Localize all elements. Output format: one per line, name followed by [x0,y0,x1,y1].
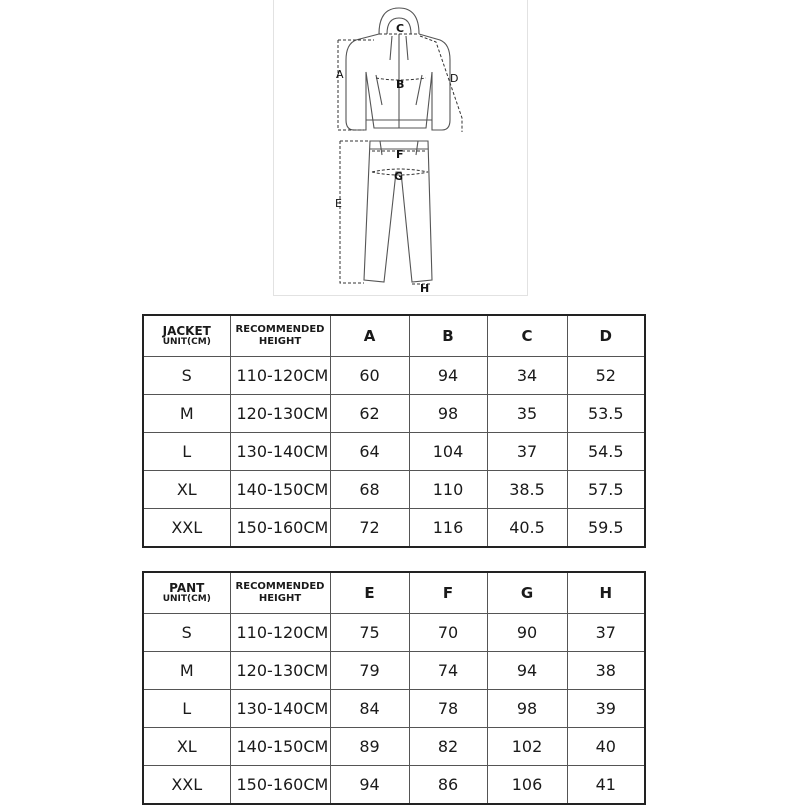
jacket-value-d: 59.5 [567,509,645,548]
pant-value-f: 82 [409,728,487,766]
pant-size-table [142,571,646,805]
label-f: F [396,148,404,161]
jacket-value-d: 57.5 [567,471,645,509]
jacket-value-c: 40.5 [487,509,567,548]
pant-size: S [143,614,230,652]
jacket-value-c: 38.5 [487,471,567,509]
jacket-size: M [143,395,230,433]
label-b: B [396,78,405,91]
pant-row-xxl [143,766,645,805]
pant-title: PANT [169,581,205,595]
pant-header-row [143,572,645,614]
pant-size: XXL [143,766,230,805]
pant-height: 130-140CM [230,690,330,728]
label-d: D [450,72,459,85]
jacket-header-row [143,315,645,357]
pant-value-f: 74 [409,652,487,690]
pant-value-e: 84 [330,690,409,728]
jacket-row-xxl [143,509,645,548]
pant-height: 150-160CM [230,766,330,805]
pant-height: 110-120CM [230,614,330,652]
pant-recommended-height-header [230,572,330,614]
jacket-value-b: 104 [409,433,487,471]
jacket-value-a: 72 [330,509,409,548]
jacket-size: XXL [143,509,230,548]
jacket-size: S [143,357,230,395]
label-e: E [335,197,342,210]
pant-row-l [143,690,645,728]
pant-value-h: 38 [567,652,645,690]
pant-col-g: G [487,572,567,614]
pant-value-e: 89 [330,728,409,766]
measurement-diagram [273,0,528,296]
jacket-title: JACKET [162,324,211,338]
measure-e-line [340,141,370,283]
jacket-value-b: 94 [409,357,487,395]
pant-height: 120-130CM [230,652,330,690]
jacket-value-c: 35 [487,395,567,433]
label-c: C [396,22,405,35]
jacket-height: 110-120CM [230,357,330,395]
pant-col-h: H [567,572,645,614]
jacket-row-s [143,357,645,395]
pant-value-f: 78 [409,690,487,728]
jacket-value-c: 34 [487,357,567,395]
jacket-size-table [142,314,646,548]
jacket-value-d: 52 [567,357,645,395]
jacket-height: 140-150CM [230,471,330,509]
pant-value-g: 90 [487,614,567,652]
pant-value-e: 94 [330,766,409,805]
jacket-value-b: 116 [409,509,487,548]
jacket-row-xl [143,471,645,509]
jacket-height: 150-160CM [230,509,330,548]
jacket-size: XL [143,471,230,509]
garment-illustration [274,0,529,296]
jacket-col-d: D [567,315,645,357]
pant-unit: UNIT(CM) [162,594,211,604]
jacket-value-a: 62 [330,395,409,433]
pant-value-g: 94 [487,652,567,690]
label-a: A [336,68,344,81]
pant-value-g: 102 [487,728,567,766]
jacket-row-l [143,433,645,471]
jacket-height: 120-130CM [230,395,330,433]
pants-outline [364,141,432,282]
label-h: H [420,282,430,295]
pant-value-h: 40 [567,728,645,766]
pant-value-h: 37 [567,614,645,652]
jacket-value-d: 53.5 [567,395,645,433]
pant-value-f: 70 [409,614,487,652]
measure-a-line [338,40,374,130]
pant-col-f: F [409,572,487,614]
pant-title-cell [143,572,230,614]
pant-height: 140-150CM [230,728,330,766]
jacket-value-b: 98 [409,395,487,433]
pant-row-s [143,614,645,652]
jacket-value-c: 37 [487,433,567,471]
jacket-height: 130-140CM [230,433,330,471]
pant-value-h: 39 [567,690,645,728]
pant-value-g: 98 [487,690,567,728]
jacket-size: L [143,433,230,471]
pant-size: L [143,690,230,728]
jacket-unit: UNIT(CM) [162,337,211,347]
jacket-value-a: 68 [330,471,409,509]
pant-col-e: E [330,572,409,614]
jacket-rec-line1: RECOMMENDED [235,324,325,335]
jacket-col-c: C [487,315,567,357]
pant-value-f: 86 [409,766,487,805]
pant-size: M [143,652,230,690]
jacket-col-a: A [330,315,409,357]
pant-value-e: 79 [330,652,409,690]
jacket-col-b: B [409,315,487,357]
jacket-value-a: 60 [330,357,409,395]
label-g: G [394,170,404,183]
pant-value-e: 75 [330,614,409,652]
jacket-row-m [143,395,645,433]
pant-value-g: 106 [487,766,567,805]
pant-rec-line2: HEIGHT [258,593,302,604]
jacket-rec-line2: HEIGHT [258,336,302,347]
jacket-value-a: 64 [330,433,409,471]
pant-size: XL [143,728,230,766]
pant-rec-line1: RECOMMENDED [235,581,325,592]
jacket-title-cell [143,315,230,357]
jacket-value-d: 54.5 [567,433,645,471]
jacket-recommended-height-header [230,315,330,357]
pant-row-xl [143,728,645,766]
pant-value-h: 41 [567,766,645,805]
jacket-value-b: 110 [409,471,487,509]
pant-row-m [143,652,645,690]
